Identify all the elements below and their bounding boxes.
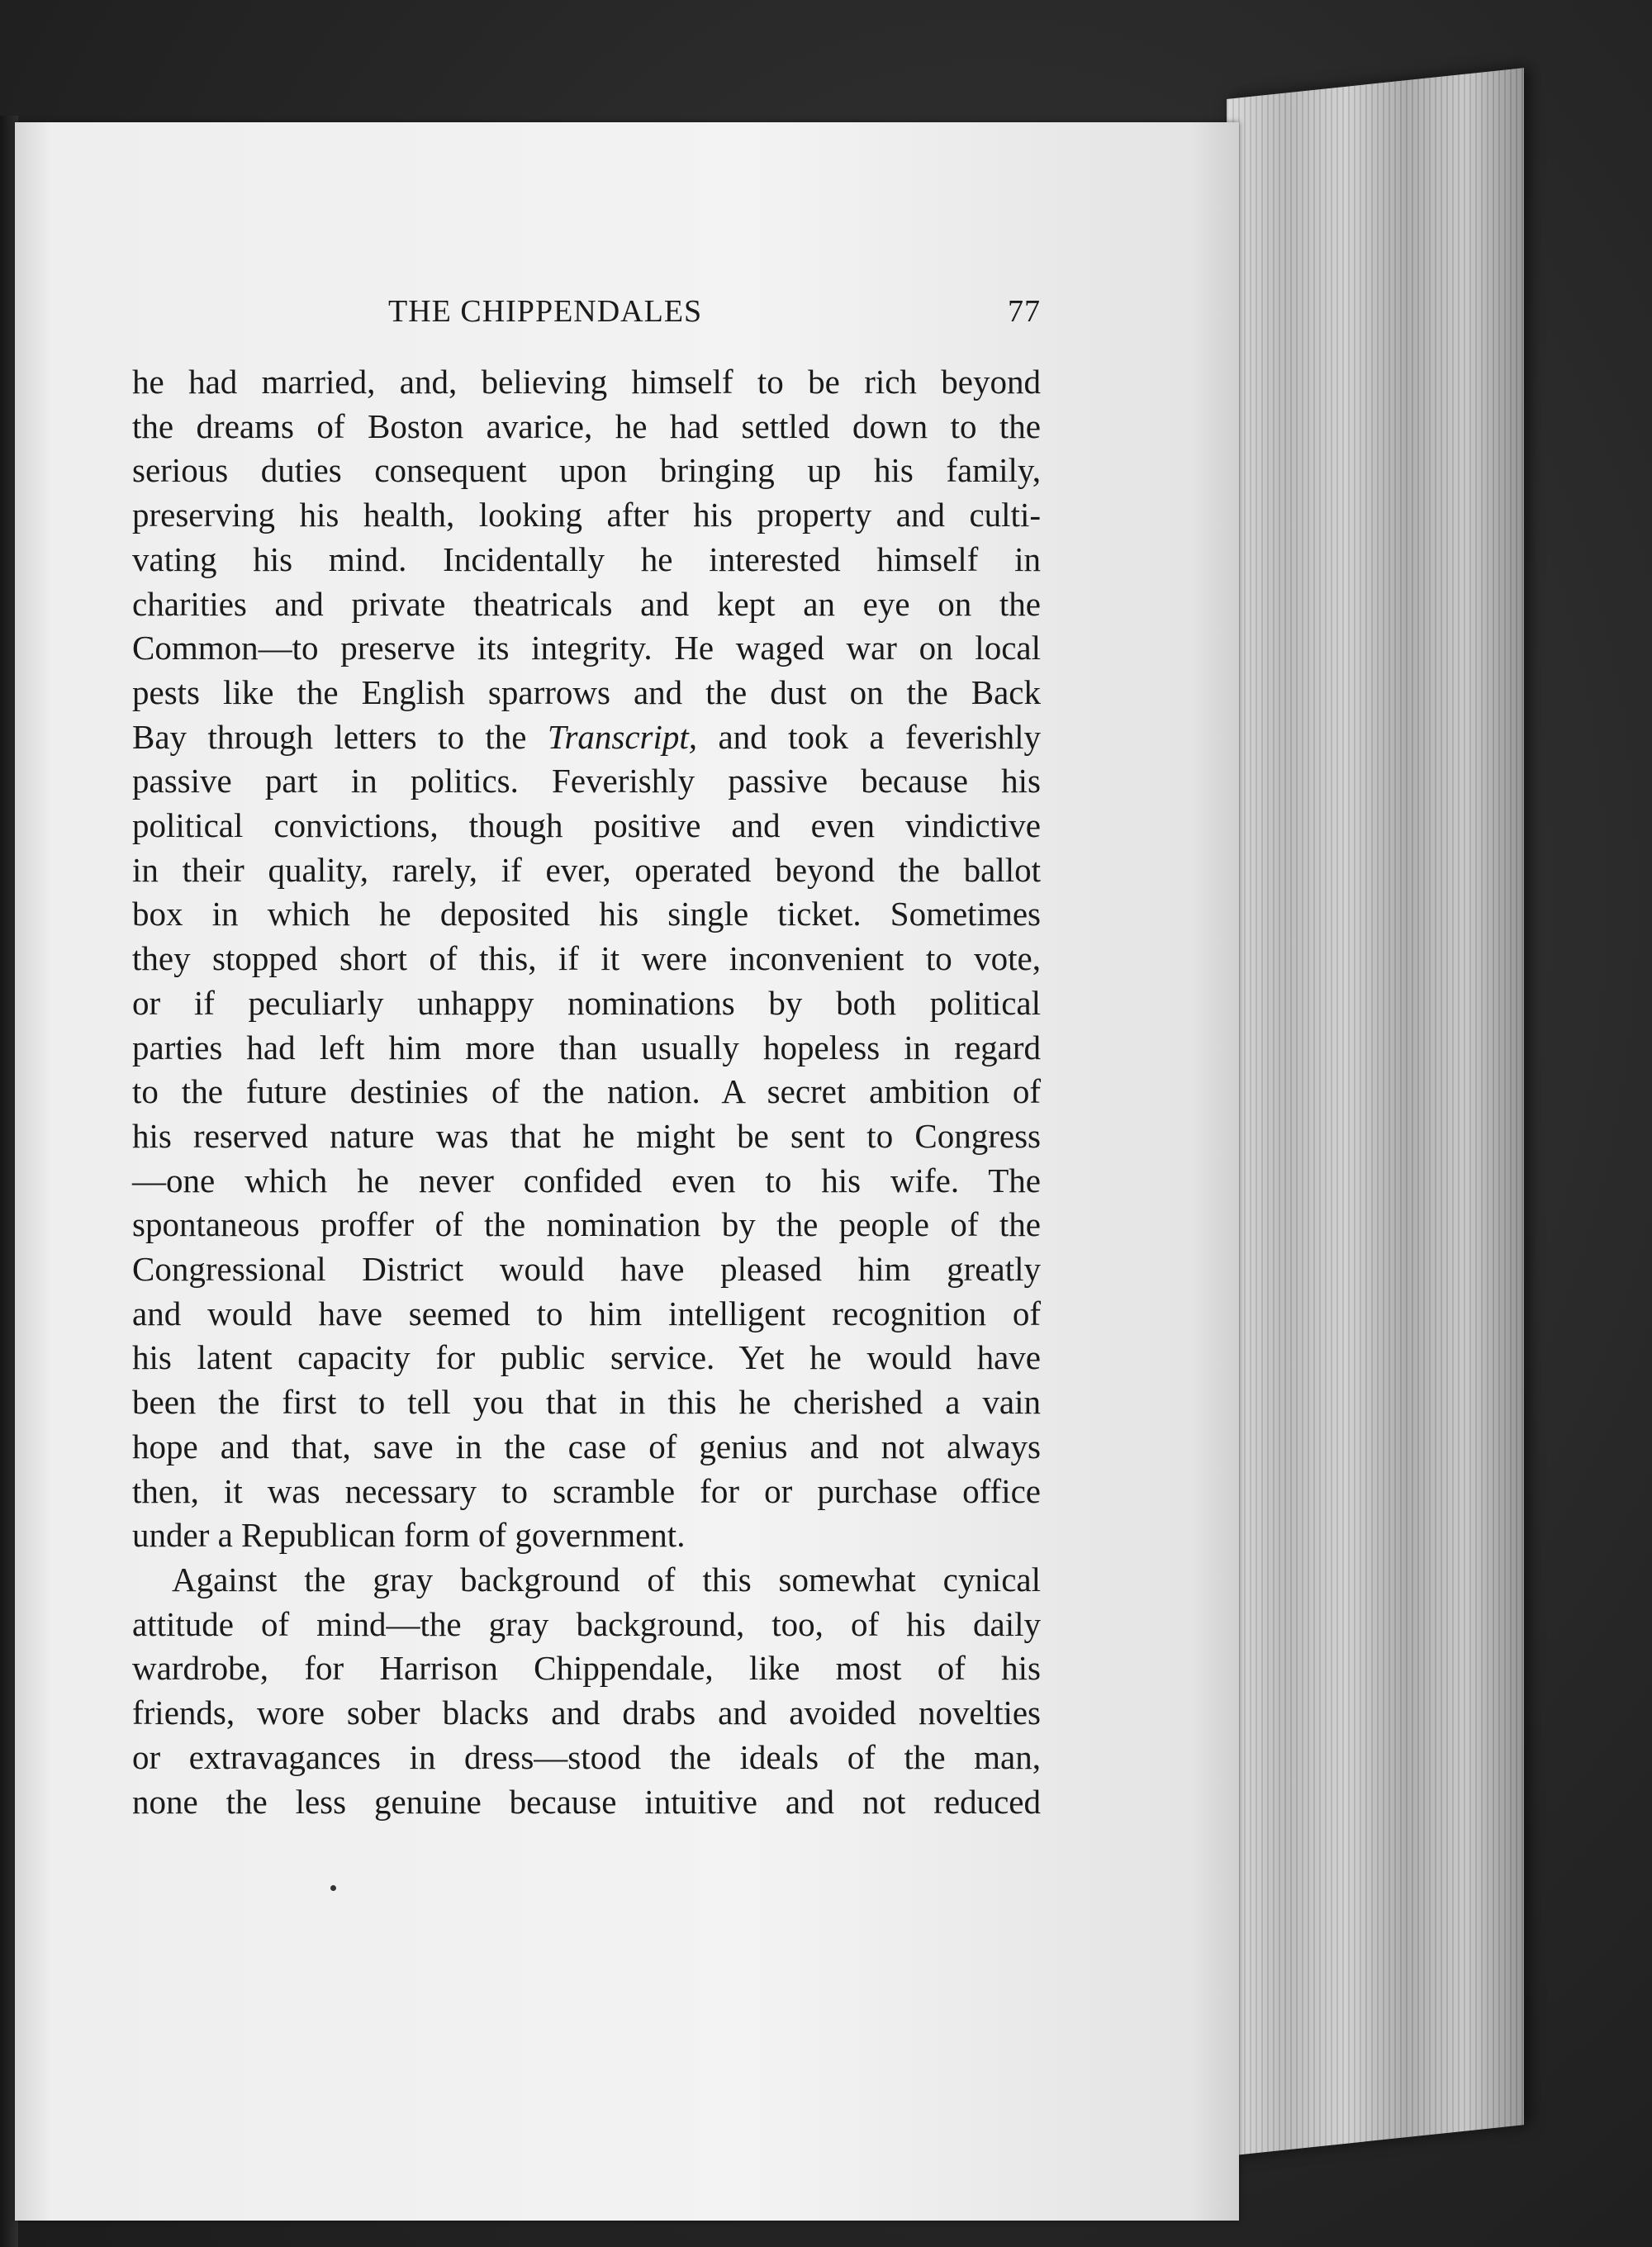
text-line: to the future destinies of the nation. A secret ambition of <box>132 1072 1041 1111</box>
text-line: wardrobe, for Harrison Chippendale, like most of his <box>132 1649 1041 1688</box>
text-line: the dreams of Boston avarice, he had settled down to the <box>132 406 1041 445</box>
line-text-after: and took a feverishly <box>697 717 1041 756</box>
text-line: attitude of mind—the gray background, too, of his daily <box>132 1604 1041 1643</box>
running-head <box>132 293 1041 335</box>
ink-speck <box>330 1885 336 1891</box>
text-line: charities and private theatricals and kept an eye on the <box>132 584 1041 623</box>
text-line: then, it was necessary to scramble for or purchase office <box>132 1471 1041 1510</box>
text-line: or extravagances in dress—stood the ideals of the man, <box>132 1737 1041 1776</box>
text-line: box in which he deposited his single ticket. Sometimes <box>132 895 1041 933</box>
page-edges <box>1227 68 1524 2156</box>
line-text-before: Bay through letters to the <box>132 717 548 756</box>
text-line: none the less genuine because intuitive and not reduced <box>132 1782 1041 1821</box>
text-line <box>132 715 1041 760</box>
text-line: political convictions, though positive and even vindictive <box>132 806 1041 845</box>
text-line: —one which he never confided even to his wife. The <box>132 1161 1041 1200</box>
text-line: his latent capacity for public service. Yet he would have <box>132 1338 1041 1377</box>
paragraph-2 <box>132 1558 1041 1824</box>
text-line: Against the gray background of this somewhat cynical <box>172 1560 1041 1599</box>
text-line: vating his mind. Incidentally he interested himself in <box>132 539 1041 578</box>
text-line: and would have seemed to him intelligent recognition of <box>132 1294 1041 1333</box>
text-line: his reserved nature was that he might be sent to Congress <box>132 1116 1041 1155</box>
text-line: they stopped short of this, if it were inconvenient to vote, <box>132 939 1041 978</box>
running-title: THE CHIPPENDALES <box>388 294 703 329</box>
page-number: 77 <box>1008 294 1041 329</box>
text-line: spontaneous proffer of the nomination by the people of the <box>132 1205 1041 1244</box>
text-line: friends, wore sober blacks and drabs and avoided novelties <box>132 1694 1041 1732</box>
text-line: passive part in politics. Feverishly passive because his <box>132 762 1041 800</box>
text-line: Common—to preserve its integrity. He waged war on local <box>132 629 1041 667</box>
body-text <box>132 360 1041 1824</box>
text-line: serious duties consequent upon bringing up his family, <box>132 451 1041 490</box>
text-line: hope and that, save in the case of genius and not always <box>132 1427 1041 1466</box>
paragraph-1 <box>132 360 1041 1558</box>
text-line: he had married, and, believing himself to be rich beyond <box>132 363 1041 401</box>
text-line: pests like the English sparrows and the dust on the Back <box>132 672 1041 711</box>
text-line: under a Republican form of government. <box>132 1516 686 1555</box>
text-line: in their quality, rarely, if ever, operated beyond the ballot <box>132 850 1041 889</box>
italic-title-transcript: Transcript, <box>547 717 698 756</box>
text-line: been the first to tell you that in this he cherished a vain <box>132 1383 1041 1422</box>
text-line: parties had left him more than usually hopeless in regard <box>132 1028 1041 1066</box>
text-line: preserving his health, looking after his property and culti- <box>132 496 1041 534</box>
text-line: or if peculiarly unhappy nominations by both political <box>132 983 1041 1022</box>
text-line: Congressional District would have pleased him greatly <box>132 1250 1041 1289</box>
